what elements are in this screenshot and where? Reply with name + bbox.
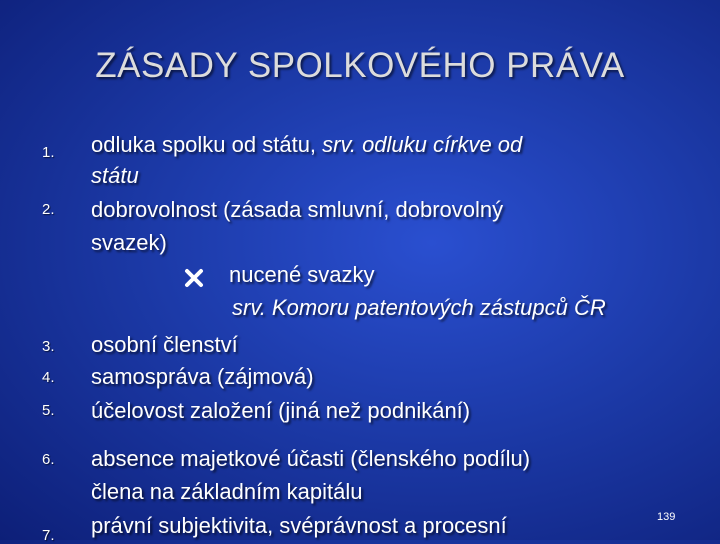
sub-note-line1: nucené svazky xyxy=(229,262,375,287)
item-text: osobní členství xyxy=(91,332,238,357)
list-item xyxy=(91,509,507,542)
list-item xyxy=(91,394,470,427)
item-number: 1. xyxy=(42,144,55,161)
cross-icon xyxy=(183,267,205,289)
item-number: 2. xyxy=(42,201,55,218)
slide-title: ZÁSADY SPOLKOVÉHO PRÁVA xyxy=(95,46,625,85)
item-text: samospráva (zájmová) xyxy=(91,364,314,389)
item-number: 6. xyxy=(42,451,55,468)
item-text: účelovost založení (jiná než podnikání) xyxy=(91,398,471,423)
sub-note-line2: srv. Komoru patentových zástupců ČR xyxy=(232,295,606,320)
item-text-line2: člena na základním kapitálu xyxy=(91,479,363,504)
list-item xyxy=(91,193,503,259)
item-number: 3. xyxy=(42,338,55,355)
item-number: 5. xyxy=(42,402,55,419)
list-item xyxy=(91,442,530,508)
item-text-line2: svazek) xyxy=(91,230,167,255)
list-item xyxy=(91,328,238,361)
page-number: 139 xyxy=(657,511,676,523)
list-item xyxy=(91,360,314,393)
item-text: absence majetkové účasti (členského podílu) xyxy=(91,446,531,471)
item-number: 7. xyxy=(42,527,55,544)
list-item xyxy=(91,129,522,191)
item-text: odluka spolku od státu, xyxy=(91,132,323,157)
item-text-line2: státu xyxy=(91,163,139,188)
item-text: právní subjektivita, svéprávnost a procesní xyxy=(91,513,507,538)
item-text-italic: srv. odluku církve od xyxy=(322,132,523,157)
item-number: 4. xyxy=(42,369,55,386)
item-text: dobrovolnost (zásada smluvní, dobrovolný xyxy=(91,197,504,222)
